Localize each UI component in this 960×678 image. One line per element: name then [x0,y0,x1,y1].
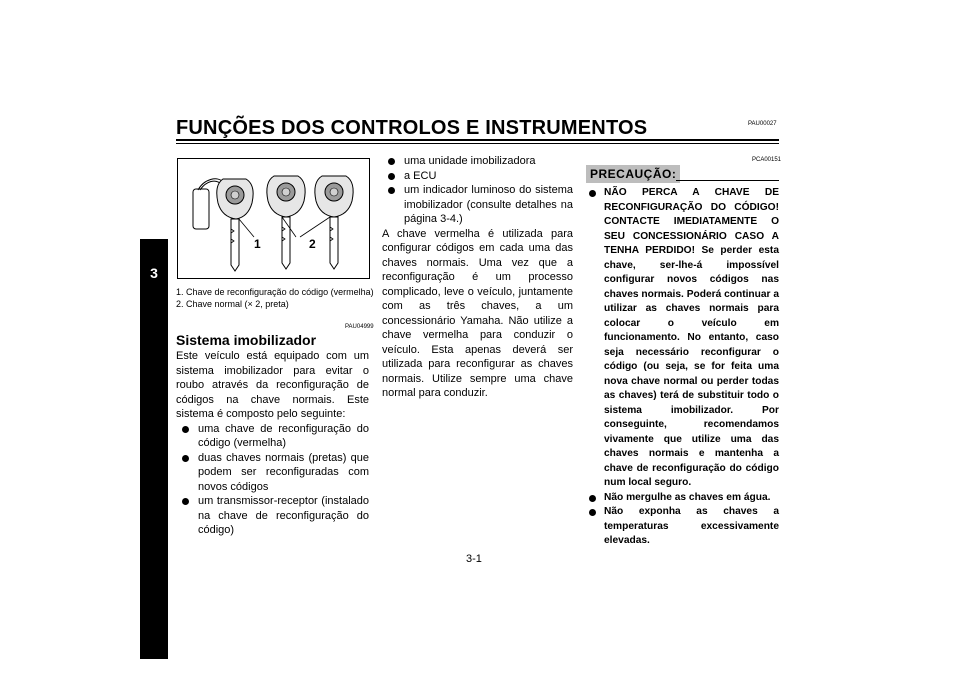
bullet-icon [388,187,395,194]
section-code: PAU04999 [345,324,374,330]
list-item: a ECU [382,169,573,184]
chapter-tab [140,239,168,659]
bullet-icon [388,173,395,180]
page-number: 3-1 [466,553,482,565]
chapter-tab-number: 3 [150,265,158,281]
caution-box [586,186,779,549]
caption-item: 2. Chave normal (× 2, preta) [176,299,289,309]
caution-label: PRECAUÇÃO: [586,165,680,183]
page-title: FUNÇÕES DOS CONTROLOS E INSTRUMENTOS [176,117,648,139]
list-item: um indicador luminoso do sistema imobilizador (consulte detalhes na página 3-4.) [382,183,573,227]
component-list-left [176,422,369,538]
key-3-icon [315,176,353,269]
keys-figure [177,158,370,279]
list-item: um transmissor-receptor (instalado na chave de reconfiguração do código) [176,494,369,538]
caution-list [586,186,779,549]
list-item: duas chaves normais (pretas) que podem ser reconfiguradas com novos códigos [176,451,369,495]
list-item: Não exponha as chaves a temperaturas excessivamente elevadas. [586,505,779,549]
caution-code: PCA00151 [752,157,782,163]
callout-2: 2 [309,237,316,251]
bullet-icon [589,495,596,502]
list-item: uma unidade imobilizadora [382,154,573,169]
caution-rule [676,180,779,181]
section-heading: Sistema imobilizador [176,332,317,348]
list-item: uma chave de reconfiguração do código (vermelha) [176,422,369,451]
bullet-icon [589,509,596,516]
keys-illustration [178,159,369,278]
bullet-icon [182,498,189,505]
component-list-middle [382,154,573,227]
figure-caption [176,286,376,310]
header-code: PAU00027 [748,121,777,127]
title-rule [176,139,779,141]
bullet-icon [182,455,189,462]
caption-item: 1. Chave de reconfiguração do código (vermelha) [176,287,374,297]
list-item: Não mergulhe as chaves em água. [586,491,779,506]
left-column [176,331,369,538]
bullet-icon [388,158,395,165]
red-key-paragraph: A chave vermelha é utilizada para configurar códigos em cada uma das chaves normais. Uma vez que a reconfiguração é um processo complicado, leve o veículo, juntamente com as três chaves, a um concessionário Yamaha. Não utilize a chave vermelha para conduzir o veículo. Esta apenas deverá ser utilizada para reconfigurar as chaves normais. Utilize sempre uma chave normal para conduzir. [382,227,573,399]
key-1-icon [217,179,253,271]
list-item: NÃO PERCA A CHAVE DE RECONFIGURAÇÃO DO CÓDIGO! CONTACTE IMEDIATAMENTE O SEU CONCESSIONÁRIO CASO A TENHA PERDIDO! Se perder esta chave, ser-lhe-á impossível configurar novos códigos nas chaves normais. Poderá continuar a utilizar as chaves normais para colocar o veículo em funcionamento. No entanto, caso seja necessário reconfigurar o código (ou seja, se for feita uma nova chave normal ou perder todas as chaves) terá de substituir todo o sistema imobilizador. Por conseguinte, recomendamos vivamente que utilize uma das chaves normais e mantenha a chave de reconfiguração do código num local seguro. [586,186,779,491]
middle-column [382,154,573,401]
title-rule-thin [176,143,779,144]
bullet-icon [589,190,596,197]
bullet-icon [182,426,189,433]
callout-1: 1 [254,237,261,251]
section-intro: Este veículo está equipado com um sistema imobilizador para evitar o roubo através da reconfiguração de códigos na chave normais. Este sistema é composto pelo seguinte: [176,350,369,420]
